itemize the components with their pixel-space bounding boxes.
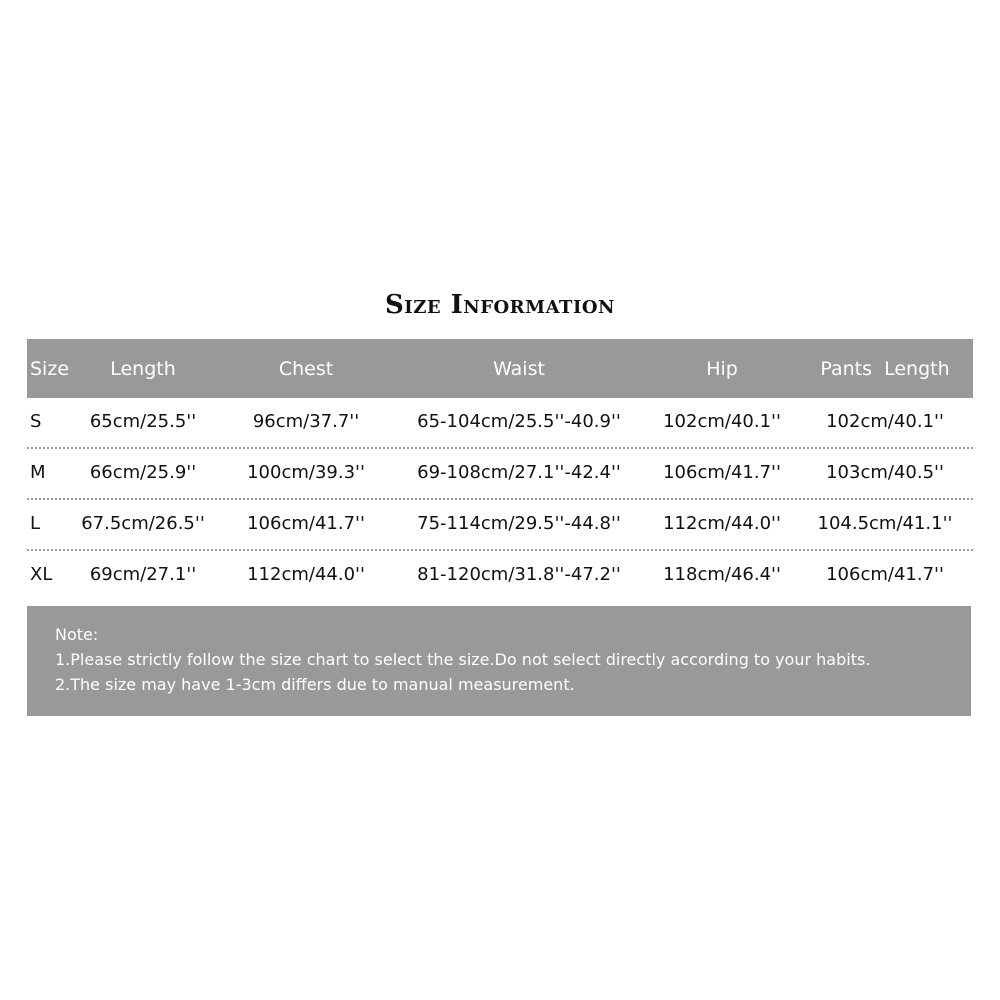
header-size: Size [30, 358, 70, 380]
note-line-2: 2.The size may have 1-3cm differs due to manual measurement. [55, 675, 575, 694]
cell-size: XL [30, 564, 53, 585]
table-row: L 67.5cm/26.5'' 106cm/41.7'' 75-114cm/29.5''-44.8'' 112cm/44.0'' 104.5cm/41.1'' [27, 500, 973, 551]
table-row: XL 69cm/27.1'' 112cm/44.0'' 81-120cm/31.8''-47.2'' 118cm/46.4'' 106cm/41.7'' [27, 551, 973, 602]
table-header-row: Size Length Chest Waist Hip Pants Length [27, 339, 973, 398]
note-line-1: 1.Please strictly follow the size chart to select the size.Do not select directly according to your habits. [55, 650, 871, 669]
table-row: M 66cm/25.9'' 100cm/39.3'' 69-108cm/27.1''-42.4'' 106cm/41.7'' 103cm/40.5'' [27, 449, 973, 500]
size-table [27, 339, 973, 602]
cell-size: S [30, 411, 42, 432]
cell-size: L [30, 513, 41, 534]
page-title: Size Information [385, 290, 615, 320]
cell-size: M [30, 462, 46, 483]
note-label: Note: [55, 625, 99, 644]
table-row: S 65cm/25.5'' 96cm/37.7'' 65-104cm/25.5''-40.9'' 102cm/40.1'' 102cm/40.1'' [27, 398, 973, 449]
note-box [27, 606, 971, 716]
